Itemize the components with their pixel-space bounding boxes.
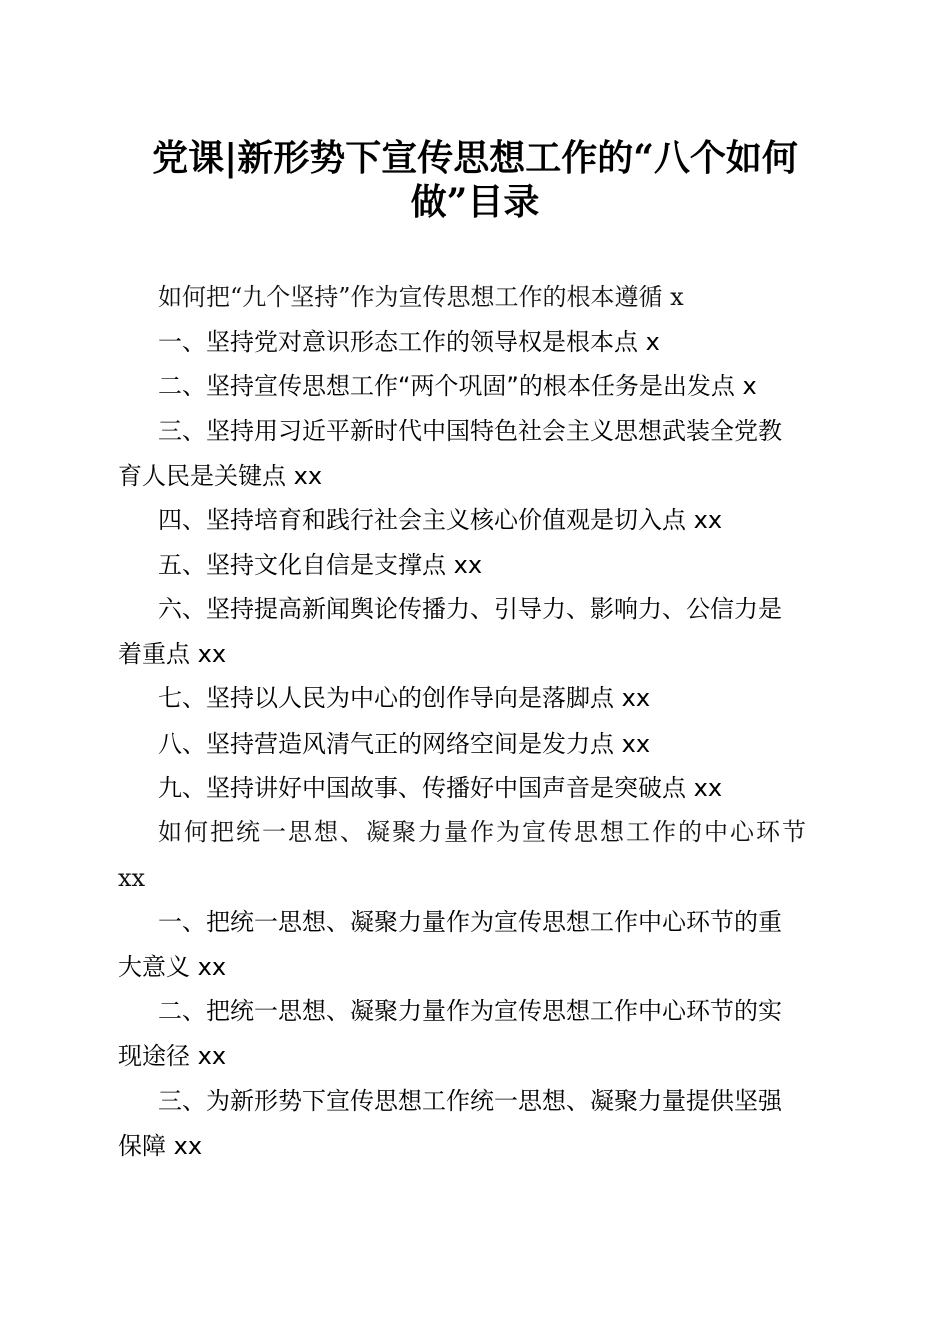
toc-item[interactable]: 二、把统一思想、凝聚力量作为宣传思想工作中心环节的实 — [158, 997, 782, 1025]
toc-item-continuation[interactable]: 着重点 xx — [118, 640, 227, 668]
toc-item[interactable]: 五、坚持文化自信是支撑点 xx — [158, 551, 483, 579]
toc-item-continuation[interactable]: 育人民是关键点 xx — [118, 462, 323, 490]
document-title-line-1: 党课|新形势下宣传思想工作的“八个如何 — [152, 137, 798, 179]
toc-section-heading[interactable]: 如何把“九个坚持”作为宣传思想工作的根本遵循 x — [158, 283, 684, 311]
toc-item[interactable]: 一、把统一思想、凝聚力量作为宣传思想工作中心环节的重 — [158, 908, 782, 936]
toc-item[interactable]: 三、坚持用习近平新时代中国特色社会主义思想武装全党教 — [158, 417, 782, 445]
toc-item-continuation[interactable]: 保障 xx — [118, 1132, 203, 1160]
toc-item[interactable]: 七、坚持以人民为中心的创作导向是落脚点 xx — [158, 684, 651, 712]
toc-section-heading-continuation[interactable]: xx — [118, 864, 146, 892]
toc-section-heading[interactable]: 如何把统一思想、凝聚力量作为宣传思想工作的中心环节 — [158, 818, 808, 846]
toc-item[interactable]: 三、为新形势下宣传思想工作统一思想、凝聚力量提供坚强 — [158, 1087, 782, 1115]
toc-item-continuation[interactable]: 大意义 xx — [118, 953, 227, 981]
toc-item[interactable]: 九、坚持讲好中国故事、传播好中国声音是突破点 xx — [158, 774, 723, 802]
toc-item[interactable]: 四、坚持培育和践行社会主义核心价值观是切入点 xx — [158, 506, 723, 534]
toc-item[interactable]: 六、坚持提高新闻舆论传播力、引导力、影响力、公信力是 — [158, 595, 782, 623]
toc-item[interactable]: 二、坚持宣传思想工作“两个巩固”的根本任务是出发点 x — [158, 372, 757, 400]
toc-item-continuation[interactable]: 现途径 xx — [118, 1042, 227, 1070]
document-title-line-2: 做”目录 — [410, 181, 540, 223]
toc-item[interactable]: 一、坚持党对意识形态工作的领导权是根本点 x — [158, 328, 660, 356]
toc-item[interactable]: 八、坚持营造风清气正的网络空间是发力点 xx — [158, 730, 651, 758]
